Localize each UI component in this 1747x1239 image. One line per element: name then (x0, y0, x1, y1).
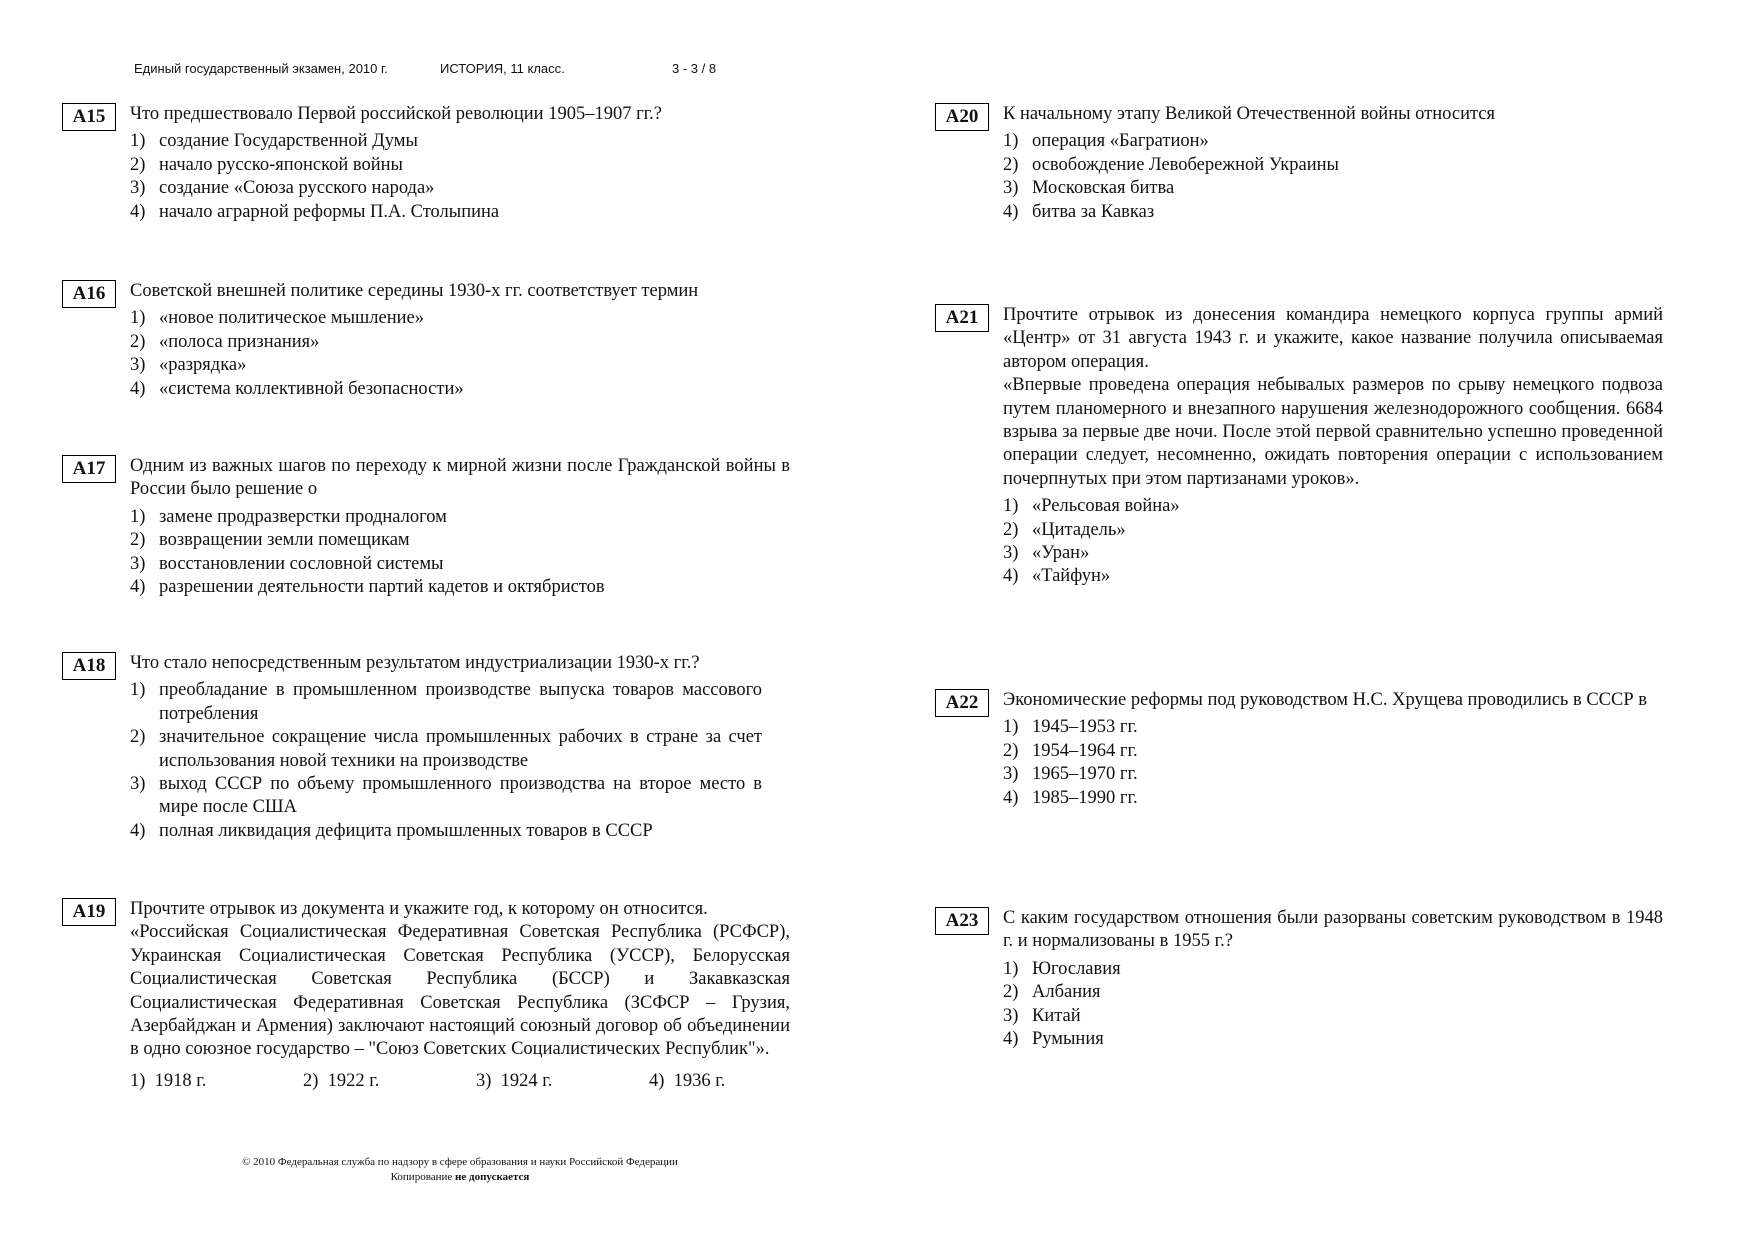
answer-option[interactable]: 1) 1918 г. (130, 1070, 207, 1091)
question-text: Что предшествовало Первой российской революции 1905–1907 гг.? (130, 104, 662, 124)
question-a17 (62, 455, 790, 599)
question-text: С каким государством отношения были разорваны советским руководством в 1948 г. и нормализованы в 1955 г.? (1003, 908, 1663, 952)
question-number: A19 (62, 898, 116, 926)
question-text: Экономические реформы под руководством Н.С. Хрущева проводились в СССР в (1003, 690, 1648, 710)
answer-option[interactable]: 3) «разрядка» (130, 355, 247, 376)
answer-option[interactable]: 2) «Цитадель» (1003, 519, 1126, 540)
copyright-line: © 2010 Федеральная служба по надзору в сфере образования и науки Российской Федерации (242, 1156, 678, 1168)
subject-label: ИСТОРИЯ, 11 класс. (440, 61, 565, 76)
answer-option[interactable]: 3) «Уран» (1003, 543, 1090, 564)
question-number: A17 (62, 455, 116, 483)
exam-title: Единый государственный экзамен, 2010 г. (134, 61, 388, 76)
question-a19 (62, 898, 790, 1093)
answer-option[interactable]: 2) возвращении земли помещикам (130, 530, 410, 551)
answer-options (130, 1070, 790, 1093)
answer-option[interactable]: 1) «Рельсовая война» (1003, 496, 1180, 517)
answer-option[interactable]: 4) 1936 г. (649, 1070, 726, 1091)
answer-option[interactable]: 1) операция «Багратион» (1003, 131, 1209, 152)
answer-option[interactable]: 2) «полоса признания» (130, 331, 320, 352)
answer-options (1003, 130, 1663, 224)
question-number: A23 (935, 907, 989, 935)
answer-options (130, 506, 790, 600)
answer-option[interactable]: 2) 1954–1964 гг. (1003, 740, 1138, 761)
question-a20 (935, 103, 1663, 224)
question-a16 (62, 280, 790, 401)
question-number: A21 (935, 304, 989, 332)
question-a22 (935, 689, 1663, 810)
answer-option[interactable]: 2) значительное сокращение числа промышленных рабочих в стране за счет использования новой техники на производстве (130, 727, 762, 771)
answer-option[interactable]: 1) создание Государственной Думы (130, 131, 418, 152)
question-text: Советской внешней политике середины 1930-х гг. соответствует термин (130, 281, 699, 301)
answer-option[interactable]: 3) Китай (1003, 1005, 1081, 1026)
answer-option[interactable]: 2) освобождение Левобережной Украины (1003, 154, 1339, 175)
question-number: A22 (935, 689, 989, 717)
answer-options (1003, 958, 1663, 1052)
question-number: A18 (62, 652, 116, 680)
answer-option[interactable]: 3) создание «Союза русского народа» (130, 178, 435, 199)
answer-option[interactable]: 1) Югославия (1003, 958, 1121, 979)
answer-option[interactable]: 4) начало аграрной реформы П.А. Столыпина (130, 201, 500, 222)
answer-option[interactable]: 4) полная ликвидация дефицита промышленных товаров в СССР (130, 820, 653, 841)
document-quote: «Российская Социалистическая Федеративная Советская Республика (РСФСР), Украинская Социалистическая Советская Республика (УССР), Белорусская Социалистическая Советская Республика (БССР) и Закавказская Социалистическая Федеративная Советская Республика (ЗСФСР – Грузия, Азербайджан и Армения) заключают настоящий союзный договор об объединении в одно союзное государство – "Союз Советских Социалистических Республик"». (130, 922, 790, 1060)
answer-option[interactable]: 4) разрешении деятельности партий кадетов и октябристов (130, 577, 605, 598)
answer-option[interactable]: 3) 1924 г. (476, 1070, 553, 1091)
question-number: A16 (62, 280, 116, 308)
answer-option[interactable]: 3) Московская битва (1003, 178, 1175, 199)
answer-option[interactable]: 2) начало русско-японской войны (130, 154, 403, 175)
answer-option[interactable]: 4) 1985–1990 гг. (1003, 787, 1138, 808)
question-text: Одним из важных шагов по переходу к мирной жизни после Гражданской войны в России было решение о (130, 456, 790, 500)
answer-options (1003, 716, 1663, 810)
question-number: A15 (62, 103, 116, 131)
answer-options (1003, 495, 1663, 589)
answer-option[interactable]: 3) выход СССР по объему промышленного производства на второе место в мире после США (130, 774, 762, 818)
copyright-footer (150, 1155, 770, 1185)
answer-options (130, 679, 762, 843)
answer-option[interactable]: 2) 1922 г. (303, 1070, 380, 1091)
answer-option[interactable]: 1) «новое политическое мышление» (130, 308, 424, 329)
question-text: Прочтите отрывок из документа и укажите год, к которому он относится. (130, 899, 708, 919)
question-a15 (62, 103, 790, 224)
page-header (134, 61, 716, 76)
answer-option[interactable]: 3) восстановлении сословной системы (130, 553, 444, 574)
answer-option[interactable]: 1) преобладание в промышленном производстве выпуска товаров массового потребления (130, 680, 762, 724)
answer-option[interactable]: 3) 1965–1970 гг. (1003, 764, 1138, 785)
answer-option[interactable]: 1) замене продразверстки продналогом (130, 506, 447, 527)
copy-notice: Копирование не допускается (390, 1171, 530, 1183)
question-number: A20 (935, 103, 989, 131)
answer-option[interactable]: 2) Албания (1003, 982, 1101, 1003)
answer-option[interactable]: 1) 1945–1953 гг. (1003, 717, 1138, 738)
answer-options (130, 307, 790, 401)
question-a18 (62, 652, 762, 843)
document-quote: «Впервые проведена операция небывалых размеров по срыву немецкого подвоза путем планомерного и внезапного нарушения железнодорожного сообщения. 6684 взрыва за первые две ночи. После этой первой сравнительно успешно проведенной операции следует, несомненно, ожидать повторения операции с использованием почерпнутых при этом партизанами уроков». (1003, 375, 1663, 489)
answer-options (130, 130, 790, 224)
answer-option[interactable]: 4) «Тайфун» (1003, 566, 1111, 587)
question-text: К начальному этапу Великой Отечественной войны относится (1003, 104, 1496, 124)
question-a23 (935, 907, 1663, 1051)
answer-option[interactable]: 4) «система коллективной безопасности» (130, 378, 464, 399)
question-text: Прочтите отрывок из донесения командира немецкого корпуса группы армий «Центр» от 31 августа 1943 г. и укажите, какое название получила описываемая автором операция. (1003, 305, 1663, 372)
page-number: 3 - 3 / 8 (672, 61, 717, 76)
question-a21 (935, 304, 1663, 589)
question-text: Что стало непосредственным результатом индустриализации 1930-х гг.? (130, 653, 700, 673)
answer-option[interactable]: 4) Румыния (1003, 1029, 1104, 1050)
answer-option[interactable]: 4) битва за Кавказ (1003, 201, 1155, 222)
